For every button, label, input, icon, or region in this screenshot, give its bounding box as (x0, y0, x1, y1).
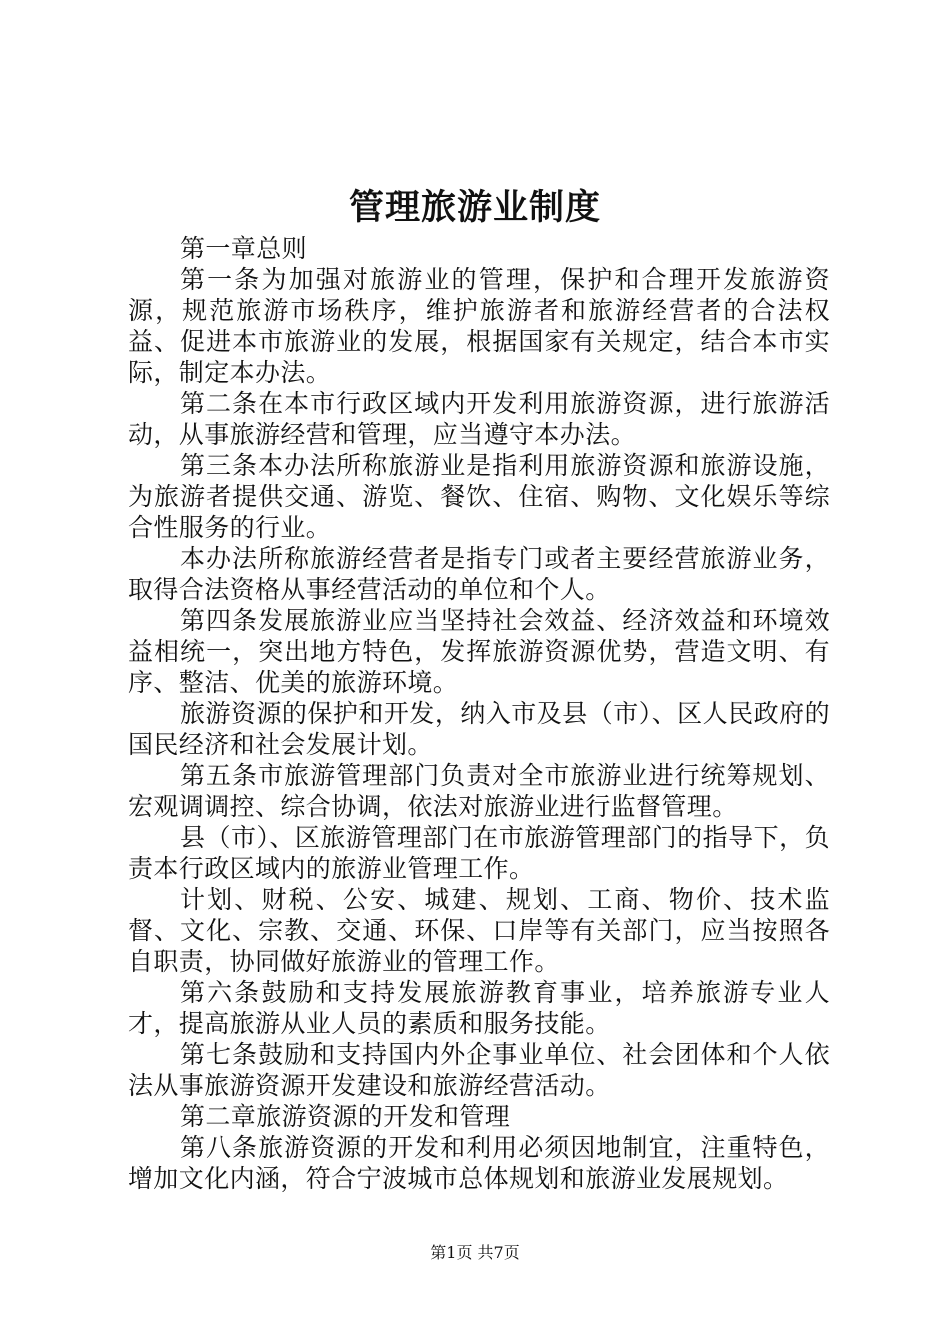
paragraph-article-7: 第七条鼓励和支持国内外企事业单位、社会团体和个人依法从事旅游资源开发建设和旅游经营活动。 (128, 1040, 830, 1100)
paragraph-article-5: 第五条市旅游管理部门负责对全市旅游业进行统筹规划、宏观调调控、综合协调，依法对旅游业进行监督管理。 (128, 761, 830, 821)
paragraph-article-8: 第八条旅游资源的开发和利用必须因地制宜，注重特色，增加文化内涵，符合宁波城市总体规划和旅游业发展规划。 (128, 1133, 830, 1193)
paragraph-article-6: 第六条鼓励和支持发展旅游教育事业，培养旅游专业人才，提高旅游从业人员的素质和服务技能。 (128, 978, 830, 1038)
paragraph-article-3-cont: 本办法所称旅游经营者是指专门或者主要经营旅游业务，取得合法资格从事经营活动的单位和个人。 (128, 544, 830, 604)
paragraph-chapter-2: 第二章旅游资源的开发和管理 (180, 1102, 511, 1131)
paragraph-article-4: 第四条发展旅游业应当坚持社会效益、经济效益和环境效益相统一，突出地方特色，发挥旅游资源优势，营造文明、有序、整洁、优美的旅游环境。 (128, 606, 830, 697)
paragraph-article-3: 第三条本办法所称旅游业是指利用旅游资源和旅游设施，为旅游者提供交通、游览、餐饮、住宿、购物、文化娱乐等综合性服务的行业。 (128, 451, 830, 542)
document-title: 管理旅游业制度 (348, 187, 601, 228)
paragraph-chapter-1: 第一章总则 (180, 234, 308, 263)
paragraph-article-4-cont: 旅游资源的保护和开发，纳入市及县（市）、区人民政府的国民经济和社会发展计划。 (128, 699, 830, 759)
paragraph-article-1: 第一条为加强对旅游业的管理，保护和合理开发旅游资源，规范旅游市场秩序，维护旅游者和旅游经营者的合法权益、促进本市旅游业的发展，根据国家有关规定，结合本市实际，制定本办法。 (128, 265, 830, 387)
paragraph-article-5-cont-1: 县（市）、区旅游管理部门在市旅游管理部门的指导下，负责本行政区域内的旅游业管理工作。 (128, 823, 830, 883)
page-number-footer: 第1页 共7页 (430, 1243, 520, 1262)
paragraph-article-2: 第二条在本市行政区域内开发利用旅游资源，进行旅游活动，从事旅游经营和管理，应当遵守本办法。 (128, 389, 830, 449)
paragraph-article-5-cont-2: 计划、财税、公安、城建、规划、工商、物价、技术监督、文化、宗教、交通、环保、口岸等有关部门，应当按照各自职责，协同做好旅游业的管理工作。 (128, 885, 830, 976)
document-body (128, 233, 830, 1194)
